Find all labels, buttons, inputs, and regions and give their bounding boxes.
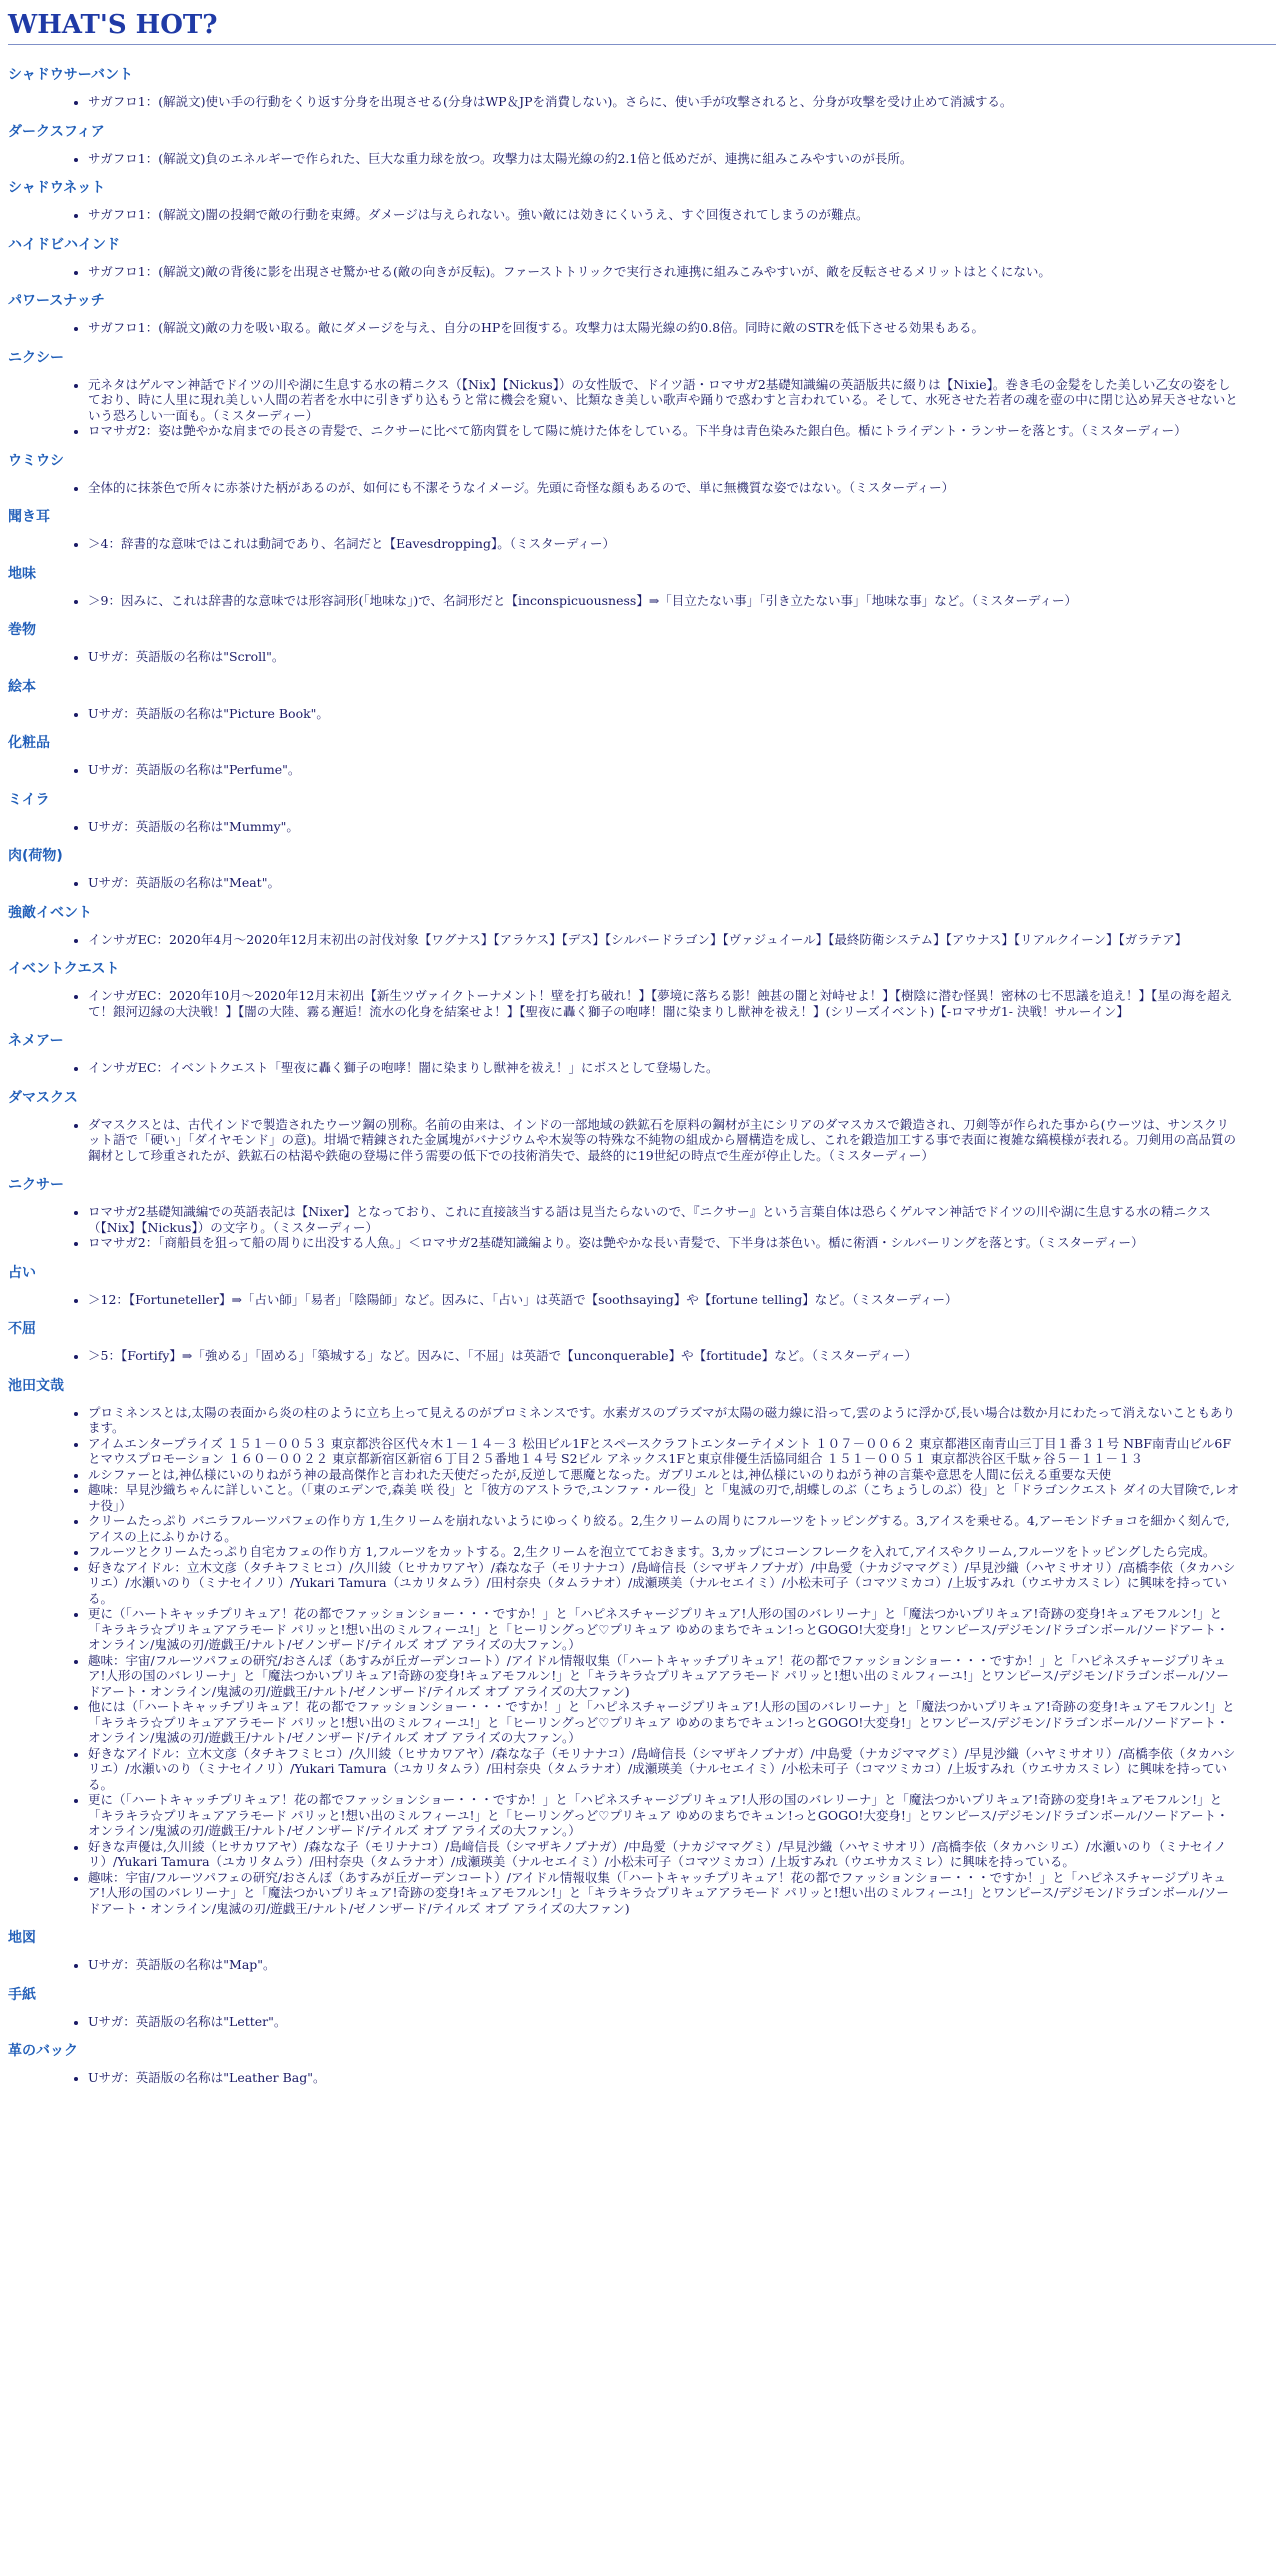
entry-items (8, 1348, 1276, 1364)
entry-item: • ロマサガ2基礎知識編での英語表記は【Nixer】となっており、これに直接該当する語は見当たらないので、『ニクサー』という言葉自体は恐らくゲルマン神話でドイツの川や湖に生息する水の精ニクス（【Nix】【Nickus】）の文字り。（ミスターディー） (88, 1204, 1240, 1235)
entry-items (8, 1060, 1276, 1076)
entry-section (8, 733, 1276, 778)
entry-title-link[interactable]: 聞き耳 (8, 509, 50, 525)
entry-section (8, 122, 1276, 167)
entry-item: • フルーツとクリームたっぷり自宅カフェの作り方 1,フルーツをカットする。2,生クリームを泡立てておきます。3,カップにコーンフレークを入れて,アイスやクリーム,フルーツをトッピングしたら完成。 (88, 1544, 1240, 1560)
entry-item: • インサガEC：2020年4月～2020年12月末初出の討伐対象【ワグナス】【アラケス】【デス】【シルバードラゴン】【ヴァジュイール】【最終防衛システム】【アウナス】【リアルクイーン】【ガラテア】 (88, 932, 1240, 948)
entry-items (8, 819, 1276, 835)
entry-items (8, 2014, 1276, 2030)
entry-items (8, 264, 1276, 280)
entry-item: • ＞9：因みに、これは辞書的な意味では形容詞形(「地味な」)で、名詞形だと【inconspicuousness】⇒「目立たない事」「引き立たない事」「地味な事」など。（ミスターディー） (88, 593, 1240, 609)
entry-item: • ダマスクスとは、古代インドで製造されたウーツ鋼の別称。名前の由来は、インドの一部地域の鉄鉱石を原料の鋼材が主にシリアのダマスカスで鍛造され、刀剣等が作られた事から(ウーツは、サンスクリット語で「硬い」「ダイヤモンド」の意)。坩堝で精錬された金属塊がバナジウムや木炭等の特殊な不純物の組成から層構造を成し、これを鍛造加工する事で表面に複雑な縞模様が表れる。刀剣用の高品質の鋼材として珍重されたが、鉄鉱石の枯渇や鉄砲の登場に伴う需要の低下での技術消失で、最終的に19世紀の時点で生産が停止した。（ミスターディー） (88, 1117, 1240, 1164)
entry-items (8, 94, 1276, 110)
entry-section (8, 65, 1276, 110)
entry-item: • Uサガ：英語版の名称は"Meat"。 (88, 875, 1240, 891)
entry-title-link[interactable]: 池田文哉 (8, 1377, 64, 1394)
entry-item: • Uサガ：英語版の名称は"Letter"。 (88, 2014, 1240, 2030)
entry-title-link[interactable]: 占い (8, 1264, 36, 1281)
entry-section (8, 1263, 1276, 1308)
entry-title-link[interactable]: 手紙 (8, 1986, 36, 2003)
entry-title-link[interactable]: ミイラ (8, 791, 50, 808)
entry-items (8, 1292, 1276, 1308)
entry-item: • ロマサガ2：「商船員を狙って船の周りに出没する人魚。」＜ロマサガ2基礎知識編より。姿は艶やかな長い青髪で、下半身は茶色い。楯に術酒・シルバーリングを落とす。（ミスターディー） (88, 1235, 1240, 1251)
entry-items (8, 536, 1276, 552)
entry-section (8, 1985, 1276, 2030)
entry-item: • Uサガ：英語版の名称は"Mummy"。 (88, 819, 1240, 835)
entry-items (8, 988, 1276, 1019)
entry-title-link[interactable]: 地味 (8, 565, 36, 582)
entry-title-link[interactable]: ニクシー (8, 349, 64, 366)
entry-items (8, 1957, 1276, 1973)
entry-item: • ルシファーとは,神仏様にいのりねがう神の最高傑作と言われた天使だったが,反逆して悪魔となった。ガブリエルとは,神仏様にいのりねがう神の言葉や意思を人間に伝える重要な天使 (88, 1467, 1240, 1483)
entry-item: • 趣味：宇宙/フルーツパフェの研究/おさんぽ（あすみが丘ガーデンコート）/アイドル情報収集（「ハートキャッチプリキュア！花の都でファッションショー・・・ですか！」と「ハピネスチャージプリキュア!人形の国のバレリーナ」と「魔法つかいプリキュア!奇跡の変身!キュアモフルン!」と「キラキラ☆プリキュアアラモード パリッと!想い出のミルフィーユ!」とワンピース/デジモン/ドラゴンボール/ソードアート・オンライン/鬼滅の刃/遊戯王/ナルト/ゼノンザード/テイルズ オブ アライズの大ファン) (88, 1653, 1240, 1700)
entry-item: • 好きな声優は,久川綾（ヒサカワアヤ）/森なな子（モリナナコ）/島﨑信長（シマザキノブナガ）/中島愛（ナカジママグミ）/早見沙織（ハヤミサオリ）/高橋李依（タカハシリエ）/水瀬いのり（ミナセイノリ）/Yukari Tamura（ユカリタムラ）/田村奈央（タムラナオ）/成瀬瑛美（ナルセエイミ）/小松未可子（コマツミカコ）/上坂すみれ（ウエサカスミレ）に興味を持っている。 (88, 1839, 1240, 1870)
entry-title-link[interactable]: イベントクエスト (8, 961, 120, 977)
page-title: WHAT'S HOT? (8, 10, 1276, 45)
entry-title-link[interactable]: 強敵イベント (8, 904, 92, 921)
entry-item: • 元ネタはゲルマン神話でドイツの川や湖に生息する水の精ニクス（【Nix】【Nickus】）の女性版で、ドイツ語・ロマサガ2基礎知識編の英語版共に綴りは【Nixie】。巻き毛の金髪をした美しい乙女の姿をしており、時に人里に現れ美しい人間の若者を水中に引きずり込もうと常に機会を窺い、比類なき美しい歌声や踊りで惑わすと言われている。そして、水死させた若者の魂を壺の中に閉じ込め昇天させないという恐ろしい一面も。（ミスターディー） (88, 377, 1240, 424)
entry-items (8, 932, 1276, 948)
entry-items (8, 1405, 1276, 1917)
entry-items (8, 875, 1276, 891)
entry-item: • サガフロ1：(解説文)敵の力を吸い取る。敵にダメージを与え、自分のHPを回復する。攻撃力は太陽光線の約0.8倍。同時に敵のSTRを低下させる効果もある。 (88, 320, 1240, 336)
entry-title-link[interactable]: 絵本 (8, 678, 36, 695)
entry-item: • 更に（「ハートキャッチプリキュア！花の都でファッションショー・・・ですか！」と「ハピネスチャージプリキュア!人形の国のバレリーナ」と「魔法つかいプリキュア!奇跡の変身!キュアモフルン!」と「キラキラ☆プリキュアアラモード パリッと!想い出のミルフィーユ!」と「ヒーリングっど♡プリキュア ゆめのまちでキュン!っとGOGO!大変身!」とワンピース/デジモン/ドラゴンボール/ソードアート・オンライン/鬼滅の刃/遊戯王/ナルト/ゼノンザード/テイルズ オブ アライズの大ファン。） (88, 1792, 1240, 1839)
entry-title-link[interactable]: 革のバック (8, 2043, 78, 2059)
entry-section (8, 959, 1276, 1019)
entry-item: • ＞5：【Fortify】⇒「強める」「固める」「築城する」など。因みに、「不屈」は英語で【unconquerable】や【fortitude】など。（ミスターディー） (88, 1348, 1240, 1364)
entry-title-link[interactable]: シャドウネット (8, 180, 106, 196)
entry-section (8, 2041, 1276, 2086)
entry-items (8, 320, 1276, 336)
entry-items (8, 762, 1276, 778)
entry-title-link[interactable]: 巻物 (8, 622, 36, 638)
entry-section (8, 235, 1276, 280)
entry-item: • 好きなアイドル：立木文彦（タチキフミヒコ）/久川綾（ヒサカワアヤ）/森なな子（モリナナコ）/島﨑信長（シマザキノブナガ）/中島愛（ナカジママグミ）/早見沙織（ハヤミサオリ）/高橋李依（タカハシリエ）/水瀬いのり（ミナセイノリ）/Yukari Tamura（ユカリタムラ）/田村奈央（タムラナオ）/成瀬瑛美（ナルセエイミ）/小松未可子（コマツミカコ）/上坂すみれ（ウエサカスミレ）に興味を持っている。 (88, 1560, 1240, 1607)
entry-items (8, 2070, 1276, 2086)
entry-item: • Uサガ：英語版の名称は"Picture Book"。 (88, 706, 1240, 722)
entry-section (8, 903, 1276, 948)
entry-section (8, 1031, 1276, 1076)
entry-title-link[interactable]: ダークスフィア (8, 123, 105, 140)
entry-item: • 更に（「ハートキャッチプリキュア！花の都でファッションショー・・・ですか！」と「ハピネスチャージプリキュア!人形の国のバレリーナ」と「魔法つかいプリキュア!奇跡の変身!キュアモフルン!」と「キラキラ☆プリキュアアラモード パリッと!想い出のミルフィーユ!」と「ヒーリングっど♡プリキュア ゆめのまちでキュン!っとGOGO!大変身!」とワンピース/デジモン/ドラゴンボール/ソードアート・オンライン/鬼滅の刃/遊戯王/ナルト/ゼノンザード/テイルズ オブ アライズの大ファン。） (88, 1606, 1240, 1653)
entry-section (8, 1175, 1276, 1251)
entry-section (8, 1376, 1276, 1917)
entry-item: • サガフロ1：(解説文)使い手の行動をくり返す分身を出現させる(分身はWP＆JPを消費しない)。さらに、使い手が攻撃されると、分身が攻撃を受け止めて消滅する。 (88, 94, 1240, 110)
entry-title-link[interactable]: 不屈 (8, 1321, 36, 1337)
entry-items (8, 1204, 1276, 1251)
entry-item: • インサガEC：イベントクエスト「聖夜に轟く獅子の咆哮！闇に染まりし獣神を祓え！」にボスとして登場した。 (88, 1060, 1240, 1076)
entry-item: • クリームたっぷり バニラフルーツパフェの作り方 1,生クリームを崩れないようにゆっくり絞る。2,生クリームの周りにフルーツをトッピングする。3,アイスを乗せる。4,アーモンドチョコを細かく刻んで,アイスの上にふりかける。 (88, 1513, 1240, 1544)
entry-item: • 全体的に抹茶色で所々に赤茶けた柄があるのが、如何にも不潔そうなイメージ。先頭に奇怪な顔もあるので、単に無機質な姿ではない。（ミスターディー） (88, 480, 1240, 496)
entry-item: • 趣味：早見沙織ちゃんに詳しいこと。（「東のエデンで,森美 咲 役」と「彼方のアストラで,ユンファ・ルー役」と「鬼滅の刃で,胡蝶しのぶ（こちょうしのぶ）役」と「ドラゴンクエスト ダイの大冒険で,レオナ役」） (88, 1482, 1240, 1513)
entry-items (8, 1117, 1276, 1164)
entry-item: • Uサガ：英語版の名称は"Perfume"。 (88, 762, 1240, 778)
entry-title-link[interactable]: ダマスクス (8, 1089, 78, 1106)
entry-items (8, 151, 1276, 167)
entry-item: • インサガEC：2020年10月～2020年12月末初出【新生ツヴァイクトーナメント！壁を打ち破れ！】【夢境に落ちる影！蝕甚の闇と対峙せよ！】【樹陰に潜む怪異！密林の七不思議を追え！】【星の海を超えて！銀河辺縁の大決戦！】【闇の大陸、霧る邂逅！流水の化身を結案せよ！】【聖夜に轟く獅子の咆哮！闇に染まりし獣神を祓え！】(シリーズイベント)【-ロマサガ1- 決戦！サルーイン】 (88, 988, 1240, 1019)
entry-items (8, 377, 1276, 439)
entry-list (8, 65, 1276, 2086)
entry-item: • ＞4：辞書的な意味ではこれは動詞であり、名詞だと【Eavesdropping】。（ミスターディー） (88, 536, 1240, 552)
entry-section (8, 348, 1276, 439)
entry-section (8, 291, 1276, 336)
entry-title-link[interactable]: ネメアー (8, 1033, 64, 1049)
entry-title-link[interactable]: 化粧品 (8, 735, 50, 751)
entry-item: • ロマサガ2：姿は艶やかな肩までの長さの青髪で、ニクサーに比べて筋肉質をして陽に焼けた体をしている。下半身は青色染みた銀白色。楯にトライデント・ランサーを落とす。（ミスターディー） (88, 423, 1240, 439)
entry-section (8, 507, 1276, 552)
entry-item: • サガフロ1：(解説文)敵の背後に影を出現させ驚かせる(敵の向きが反転)。ファーストトリックで実行され連携に組みこみやすいが、敵を反転させるメリットはとくにない。 (88, 264, 1240, 280)
entry-item: • サガフロ1：(解説文)負のエネルギーで作られた、巨大な重力球を放つ。攻撃力は太陽光線の約2.1倍と低めだが、連携に組みこみやすいのが長所。 (88, 151, 1240, 167)
entry-title-link[interactable]: ウミウシ (8, 452, 64, 469)
entry-title-link[interactable]: シャドウサーバント (8, 67, 134, 83)
entry-item: • アイムエンタープライズ １５１－００５３ 東京都渋谷区代々木１－１４－３ 松田ビル1Fとスペースクラフトエンターテイメント １０７－００６２ 東京都港区南青山三丁目１番３１号 NBF南青山ビル6Fとマウスプロモーション １６０－００２２ 東京都新宿区新宿６丁目２５番地１４号 S2ビル アネックス1Fと東京俳優生活協同組合 １５１－００５１ 東京都渋谷区千駄ヶ谷５－１１－１３ (88, 1436, 1240, 1467)
entry-title-link[interactable]: ハイドビハインド (8, 236, 120, 253)
entry-section (8, 1928, 1276, 1973)
entry-item: • Uサガ：英語版の名称は"Leather Bag"。 (88, 2070, 1240, 2086)
entry-items (8, 207, 1276, 223)
entry-item: • 他には（「ハートキャッチプリキュア！花の都でファッションショー・・・ですか！」と「ハピネスチャージプリキュア!人形の国のバレリーナ」と「魔法つかいプリキュア!奇跡の変身!キュアモフルン!」と「キラキラ☆プリキュアアラモード パリッと!想い出のミルフィーユ!」と「ヒーリングっど♡プリキュア ゆめのまちでキュン!っとGOGO!大変身!」とワンピース/デジモン/ドラゴンボール/ソードアート・オンライン/鬼滅の刃/遊戯王/ナルト/ゼノンザード/テイルズ オブ アライズの大ファン。） (88, 1699, 1240, 1746)
entry-title-link[interactable]: パワースナッチ (8, 293, 105, 309)
entry-item: • 趣味：宇宙/フルーツパフェの研究/おさんぽ（あすみが丘ガーデンコート）/アイドル情報収集（「ハートキャッチプリキュア！花の都でファッションショー・・・ですか！」と「ハピネスチャージプリキュア!人形の国のバレリーナ」と「魔法つかいプリキュア!奇跡の変身!キュアモフルン!」と「キラキラ☆プリキュアアラモード パリッと!想い出のミルフィーユ!」とワンピース/デジモン/ドラゴンボール/ソードアート・オンライン/鬼滅の刃/遊戯王/ナルト/ゼノンザード/テイルズ オブ アライズの大ファン) (88, 1870, 1240, 1917)
entry-item: • サガフロ1：(解説文)闇の投網で敵の行動を束縛。ダメージは与えられない。強い敵には効きにくいうえ、すぐ回復されてしまうのが難点。 (88, 207, 1240, 223)
entry-title-link[interactable]: 肉(荷物) (8, 848, 63, 864)
entry-section (8, 1319, 1276, 1364)
entry-item: • ＞12：【Fortuneteller】⇒「占い師」「易者」「陰陽師」など。因みに、「占い」は英語で【soothsaying】や【fortune telling】など。（ミスターディー） (88, 1292, 1240, 1308)
entry-title-link[interactable]: ニクサー (8, 1177, 64, 1193)
entry-title-link[interactable]: 地図 (8, 1930, 36, 1946)
entry-section (8, 1088, 1276, 1164)
entry-items (8, 649, 1276, 665)
entry-section (8, 451, 1276, 496)
entry-section (8, 178, 1276, 223)
entry-item: • Uサガ：英語版の名称は"Scroll"。 (88, 649, 1240, 665)
entry-section (8, 564, 1276, 609)
entry-section (8, 620, 1276, 665)
entry-items (8, 480, 1276, 496)
entry-section (8, 677, 1276, 722)
entry-item: • 好きなアイドル：立木文彦（タチキフミヒコ）/久川綾（ヒサカワアヤ）/森なな子（モリナナコ）/島﨑信長（シマザキノブナガ）/中島愛（ナカジママグミ）/早見沙織（ハヤミサオリ）/高橋李依（タカハシリエ）/水瀬いのり（ミナセイノリ）/Yukari Tamura（ユカリタムラ）/田村奈央（タムラナオ）/成瀬瑛美（ナルセエイミ）/小松未可子（コマツミカコ）/上坂すみれ（ウエサカスミレ）に興味を持っている。 (88, 1746, 1240, 1793)
entry-item: • プロミネンスとは,太陽の表面から炎の柱のように立ち上って見えるのがプロミネンスです。水素ガスのプラズマが太陽の磁力線に沿って,雲のように浮かび,長い場合は数か月にわたって消えないこともあります。 (88, 1405, 1240, 1436)
entry-section (8, 846, 1276, 891)
entry-section (8, 790, 1276, 835)
entry-item: • Uサガ：英語版の名称は"Map"。 (88, 1957, 1240, 1973)
entry-items (8, 593, 1276, 609)
entry-items (8, 706, 1276, 722)
